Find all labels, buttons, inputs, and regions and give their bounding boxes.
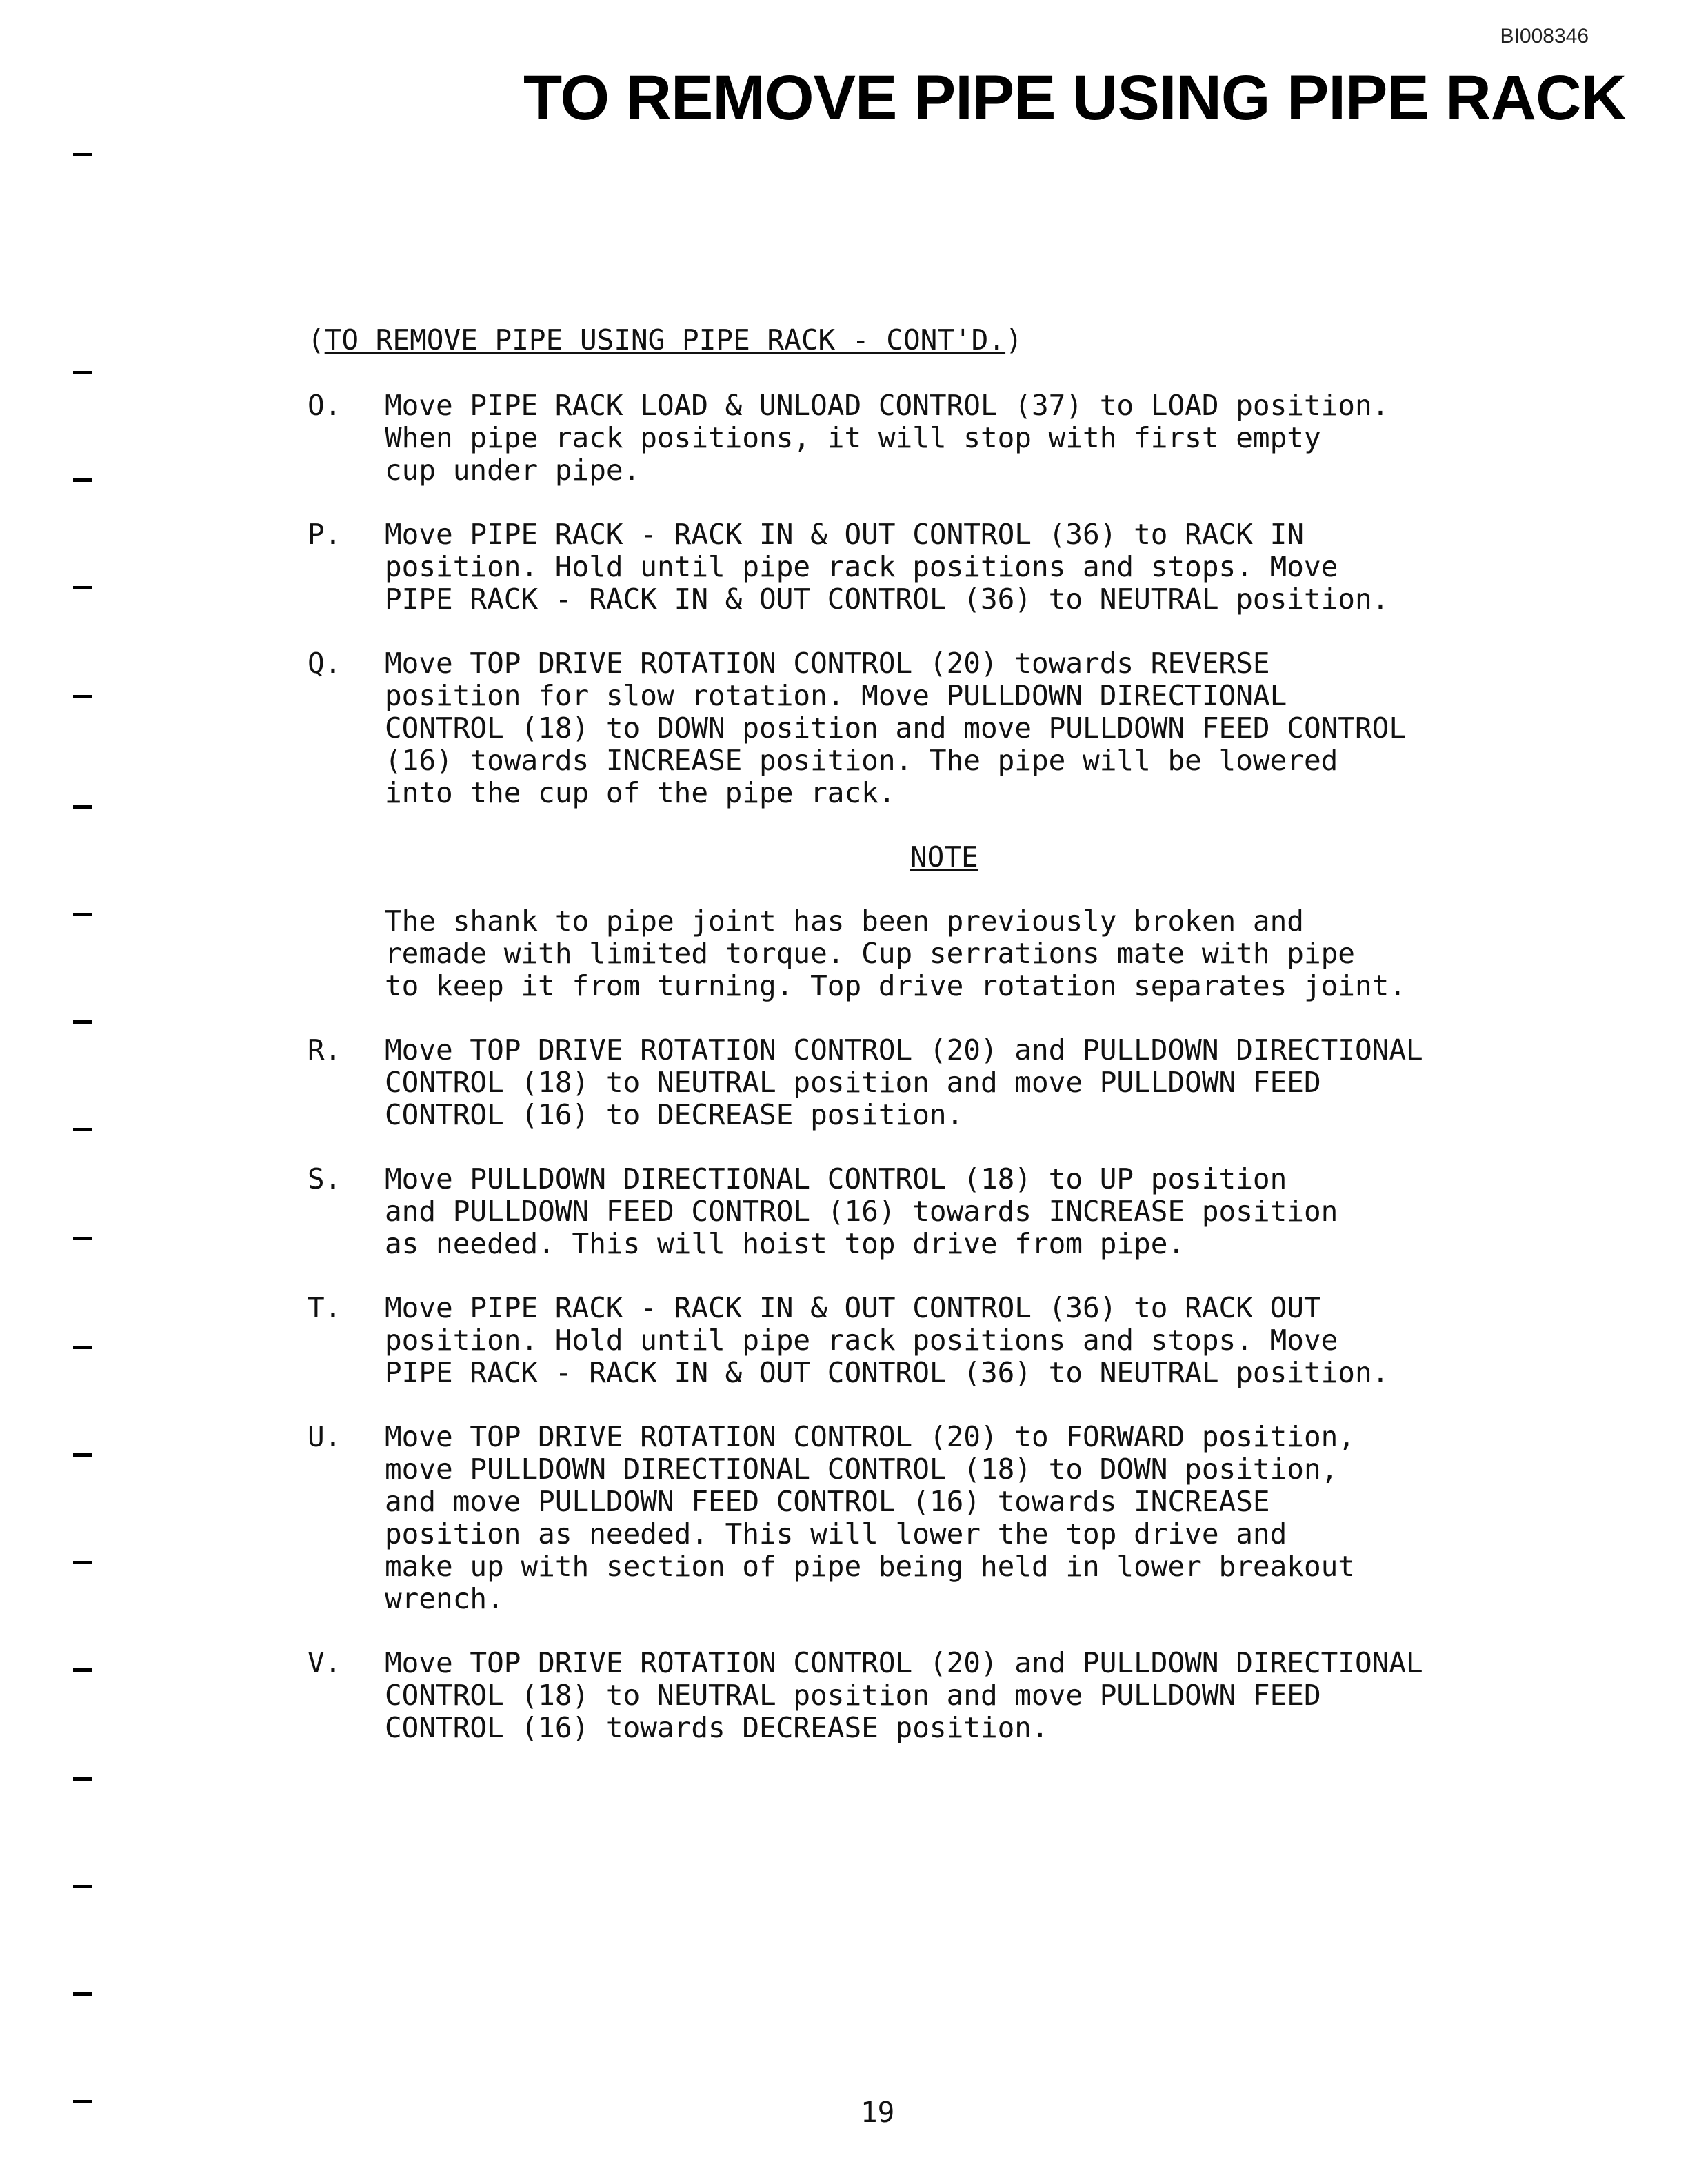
procedure-content [308,324,1618,1776]
margin-tick [73,1668,92,1672]
step-t [308,1292,1618,1389]
step-s [308,1163,1618,1260]
margin-tick [73,1346,92,1349]
page-number: 19 [861,2096,895,2129]
step-o [308,390,1618,487]
section-heading [308,324,1618,356]
step-u [308,1421,1618,1615]
margin-tick [73,1128,92,1131]
margin-tick [73,913,92,916]
margin-tick [73,2100,92,2103]
heading-open-paren: ( [308,323,325,356]
step-text: Move PIPE RACK - RACK IN & OUT CONTROL (36) to RACK IN position. Hold until pipe rack positions and stops. Move PIPE RACK - RACK IN & OUT CONTROL (36) to NEUTRAL position. [385,518,1389,616]
step-text: Move TOP DRIVE ROTATION CONTROL (20) to FORWARD position, move PULLDOWN DIRECTIONAL CONTROL (18) to DOWN position, and move PULLDOWN FEED CONTROL (16) towards INCREASE position as needed. This will lower the top drive and make up with section of pipe being held in lower breakout wrench. [385,1420,1355,1615]
step-letter: U. [308,1420,342,1453]
margin-tick [73,1020,92,1024]
step-r [308,1034,1618,1131]
margin-tick [73,1561,92,1564]
page-title: TO REMOVE PIPE USING PIPE RACK [523,63,1626,133]
step-text: Move PIPE RACK - RACK IN & OUT CONTROL (36) to RACK OUT position. Hold until pipe rack positions and stops. Move PIPE RACK - RACK IN & OUT CONTROL (36) to NEUTRAL position. [385,1291,1389,1389]
step-letter: R. [308,1033,342,1066]
step-letter: V. [308,1646,342,1679]
step-v [308,1647,1618,1744]
step-text: Move TOP DRIVE ROTATION CONTROL (20) and PULLDOWN DIRECTIONAL CONTROL (18) to NEUTRAL position and move PULLDOWN FEED CONTROL (16) towards DECREASE position. [385,1646,1423,1744]
margin-tick [73,1453,92,1457]
margin-tick [73,1885,92,1888]
step-text: Move PIPE RACK LOAD & UNLOAD CONTROL (37) to LOAD position. When pipe rack positions, it will stop with first empty cup under pipe. [385,389,1389,487]
note-heading: NOTE [910,840,978,873]
step-letter: P. [308,518,342,551]
step-p [308,518,1618,616]
step-letter: S. [308,1162,342,1195]
margin-tick [73,1992,92,1996]
margin-tick [73,695,92,698]
step-letter: O. [308,389,342,422]
heading-text: TO REMOVE PIPE USING PIPE RACK - CONT'D. [324,323,1006,356]
note-text: The shank to pipe joint has been previously broken and remade with limited torque. Cup serrations mate with pipe to keep it from turning. Top drive rotation separates joint. [385,904,1407,1002]
step-text: Move PULLDOWN DIRECTIONAL CONTROL (18) to UP position and PULLDOWN FEED CONTROL (16) towards INCREASE position as needed. This will hoist top drive from pipe. [385,1162,1338,1260]
margin-tick [73,371,92,374]
step-letter: T. [308,1291,342,1324]
binder-margin-marks [0,0,110,2184]
doc-id: BI008346 [1500,25,1589,48]
step-letter: Q. [308,647,342,680]
step-text: Move TOP DRIVE ROTATION CONTROL (20) towards REVERSE position for slow rotation. Move PULLDOWN DIRECTIONAL CONTROL (18) to DOWN position and move PULLDOWN FEED CONTROL (16) towards INCREASE position. The pipe will be lowered into the cup of the pipe rack. [385,647,1407,809]
margin-tick [73,586,92,589]
margin-tick [73,1777,92,1781]
step-text: Move TOP DRIVE ROTATION CONTROL (20) and PULLDOWN DIRECTIONAL CONTROL (18) to NEUTRAL position and move PULLDOWN FEED CONTROL (16) to DECREASE position. [385,1033,1423,1131]
step-q [308,647,1618,809]
margin-tick [73,805,92,809]
margin-tick [73,153,92,156]
heading-close-paren: ) [1005,323,1023,356]
margin-tick [73,478,92,482]
margin-tick [73,1237,92,1240]
